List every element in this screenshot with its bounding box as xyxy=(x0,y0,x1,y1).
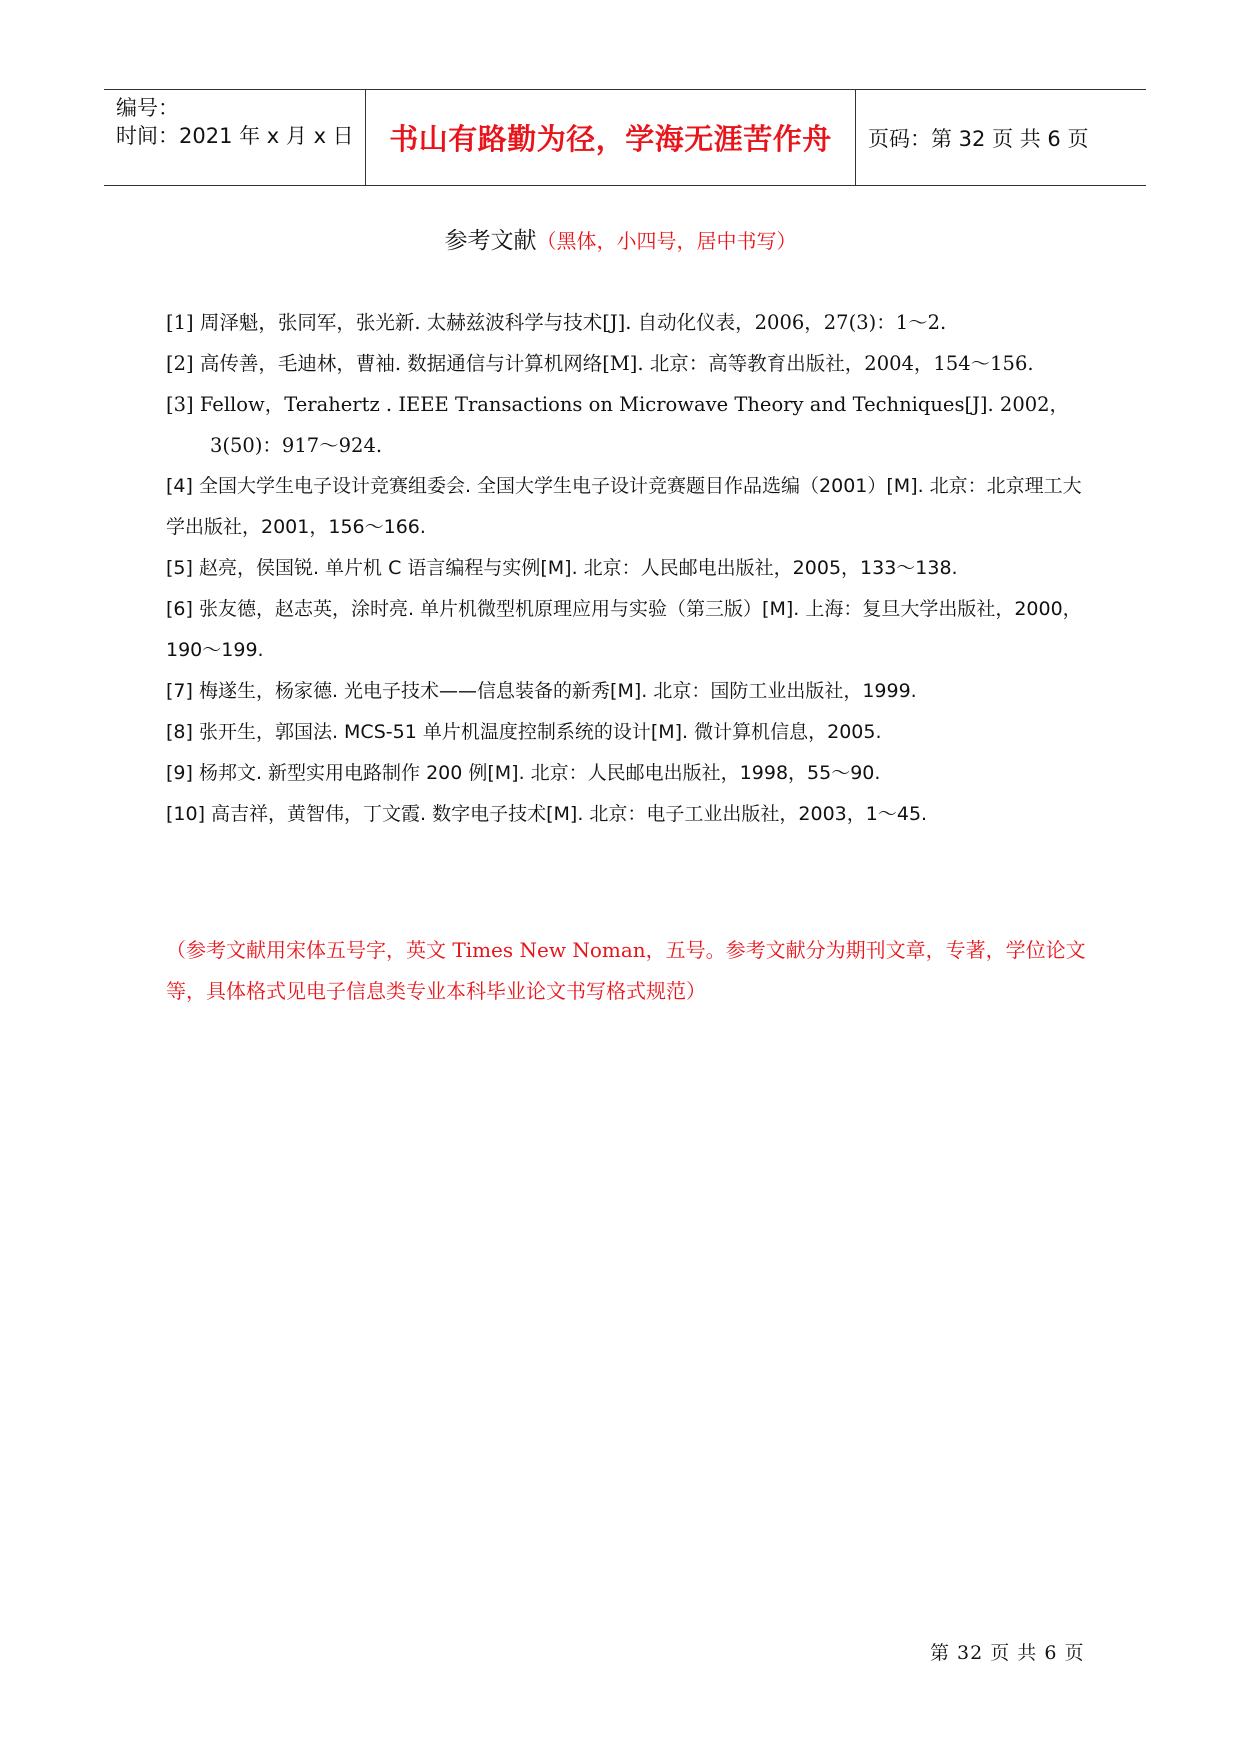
page-footer: 第 32 页 共 6 页 xyxy=(930,1642,1085,1664)
reference-item: [9] 杨邦文. 新型实用电路制作 200 例[M]. 北京：人民邮电出版社，1998，55～90. xyxy=(166,762,881,784)
reference-item: [7] 梅遂生，杨家德. 光电子技术——信息装备的新秀[M]. 北京：国防工业出版社，1999. xyxy=(166,680,917,702)
reference-list xyxy=(166,302,1096,835)
reference-item: [6] 张友德，赵志英，涂时亮. 单片机微型机原理应用与实验（第三版）[M]. 上海：复旦大学出版社，2000，190～199. xyxy=(166,598,1082,661)
formatting-note: （参考文献用宋体五号字，英文 Times New Noman，五号。参考文献分为期刊文章，专著，学位论文等，具体格式见电子信息类专业本科毕业论文书写格式规范） xyxy=(166,938,1086,1003)
page-header xyxy=(104,89,1146,186)
reference-item: [2] 高传善，毛迪林，曹袖. 数据通信与计算机网络[M]. 北京：高等教育出版社，2004，154～156. xyxy=(166,352,1034,375)
number-label: 编号： xyxy=(116,96,179,120)
time-label: 时间：2021 年 x 月 x 日 xyxy=(116,124,354,148)
header-meta xyxy=(104,90,366,185)
section-title xyxy=(0,222,1241,255)
header-motto: 书山有路勤为径，学海无涯苦作舟 xyxy=(366,90,856,185)
reference-item: [3] Fellow，Terahertz . IEEE Transactions on Microwave Theory and Techniques[J]. 2002，3(50)：917～924. xyxy=(166,393,1070,457)
reference-item: [10] 高吉祥，黄智伟，丁文霞. 数字电子技术[M]. 北京：电子工业出版社，2003，1～45. xyxy=(166,803,928,825)
reference-item: [8] 张开生，郭国法. MCS-51 单片机温度控制系统的设计[M]. 微计算机信息，2005. xyxy=(166,721,882,743)
section-title-note: （黑体，小四号，居中书写） xyxy=(536,229,797,253)
header-page-info: 页码：第 32 页 共 6 页 xyxy=(868,126,1089,151)
reference-item: [5] 赵亮，侯国锐. 单片机 C 语言编程与实例[M]. 北京：人民邮电出版社，2005，133～138. xyxy=(166,557,958,579)
reference-item: [4] 全国大学生电子设计竞赛组委会. 全国大学生电子设计竞赛题目作品选编（2001）[M]. 北京：北京理工大学出版社，2001，156～166. xyxy=(166,475,1082,538)
reference-item: [1] 周泽魁，张同军，张光新. 太赫兹波科学与技术[J]. 自动化仪表，2006，27(3)：1～2. xyxy=(166,311,947,334)
section-title-main: 参考文献 xyxy=(444,228,537,254)
